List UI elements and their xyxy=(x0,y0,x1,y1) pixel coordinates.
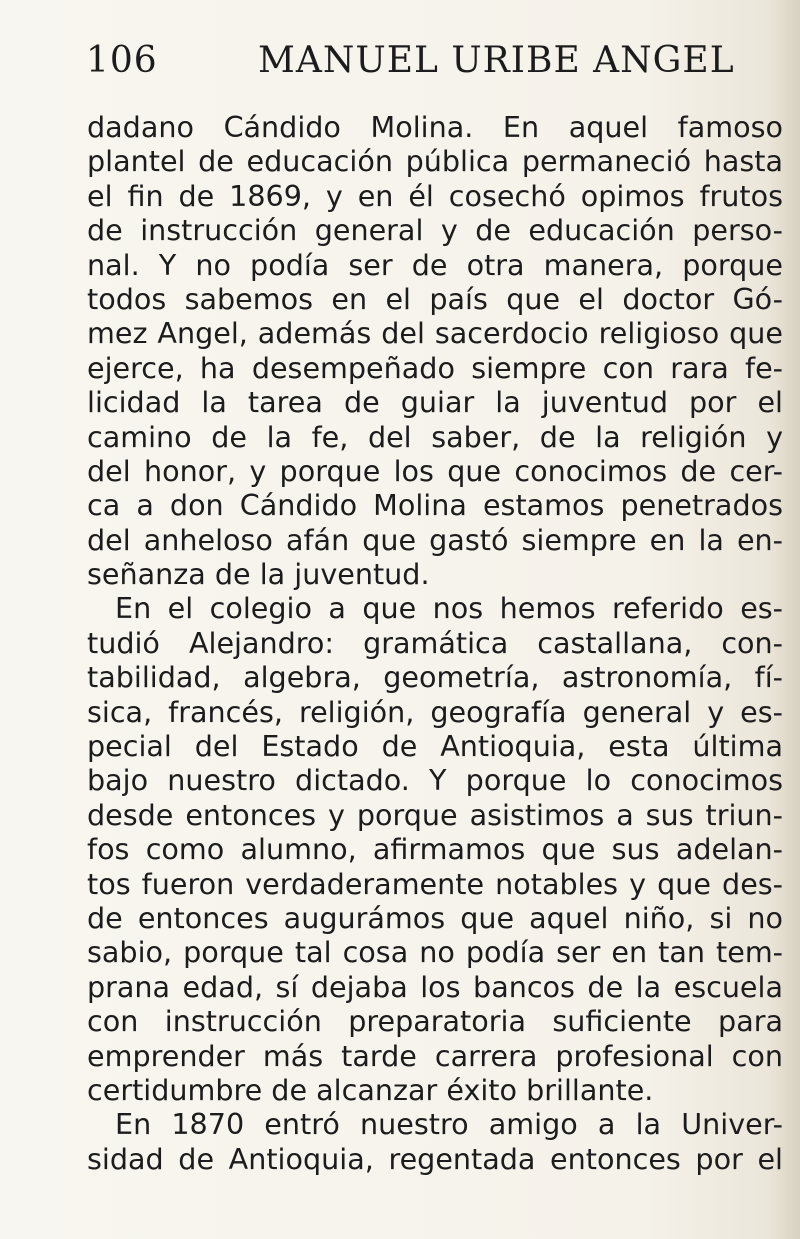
text-line: En 1870 entró nuestro amigo a la Univer- xyxy=(115,1107,783,1142)
text-line: ejerce, ha desempeñado siempre con rara fe- xyxy=(87,350,783,385)
running-title: MANUEL URIBE ANGEL xyxy=(258,40,735,81)
text-line: desde entonces y porque asistimos a sus triun- xyxy=(87,797,783,832)
text-line: señanza de la juventud. xyxy=(87,557,430,592)
text-line: sidad de Antioquia, regentada entonces por el xyxy=(87,1141,783,1176)
text-line: mez Angel, además del sacerdocio religioso que xyxy=(87,316,783,351)
text-line: pecial del Estado de Antioquia, esta última xyxy=(87,729,783,764)
text-line: tudió Alejandro: gramática castallana, con- xyxy=(87,625,783,660)
text-line: plantel de educación pública permaneció hasta xyxy=(87,144,783,179)
text-line: con instrucción preparatoria suficiente para xyxy=(87,1004,783,1039)
text-line: fos como alumno, afirmamos que sus adelan- xyxy=(87,832,783,867)
text-line: tos fueron verdaderamente notables y que des- xyxy=(87,866,783,901)
text-line: dadano Cándido Molina. En aquel famoso xyxy=(87,110,783,144)
text-line: nal. Y no podía ser de otra manera, porque xyxy=(87,247,783,282)
text-line: certidumbre de alcanzar éxito brillante. xyxy=(87,1072,654,1107)
text-line: tabilidad, algebra, geometría, astronomía, fí- xyxy=(87,660,783,695)
text-line: el fin de 1869, y en él cosechó opimos frutos xyxy=(87,178,783,213)
text-line: emprender más tarde carrera profesional con xyxy=(87,1038,783,1073)
text-line: ca a don Cándido Molina estamos penetrados xyxy=(87,488,783,523)
text-line: de instrucción general y de educación perso- xyxy=(87,213,783,248)
text-line: bajo nuestro dictado. Y porque lo conocimos xyxy=(87,763,783,798)
text-line: licidad la tarea de guiar la juventud por el xyxy=(87,385,783,420)
text-line: camino de la fe, del saber, de la religión y xyxy=(87,419,783,454)
text-line: del anheloso afán que gastó siempre en la en- xyxy=(87,522,783,557)
text-line: sabio, porque tal cosa no podía ser en tan tem- xyxy=(87,935,783,970)
body-text xyxy=(87,110,783,1176)
text-line: de entonces augurámos que aquel niño, si no xyxy=(87,900,783,935)
text-line: En el colegio a que nos hemos referido es- xyxy=(115,591,783,626)
text-line: todos sabemos en el país que el doctor Gó- xyxy=(87,281,783,316)
text-line: del honor, y porque los que conocimos de cer- xyxy=(87,453,783,488)
page-number: 106 xyxy=(86,40,158,81)
page-header xyxy=(0,40,800,90)
text-line: sica, francés, religión, geografía general y es- xyxy=(87,694,783,729)
text-line: prana edad, sí dejaba los bancos de la escuela xyxy=(87,969,783,1004)
